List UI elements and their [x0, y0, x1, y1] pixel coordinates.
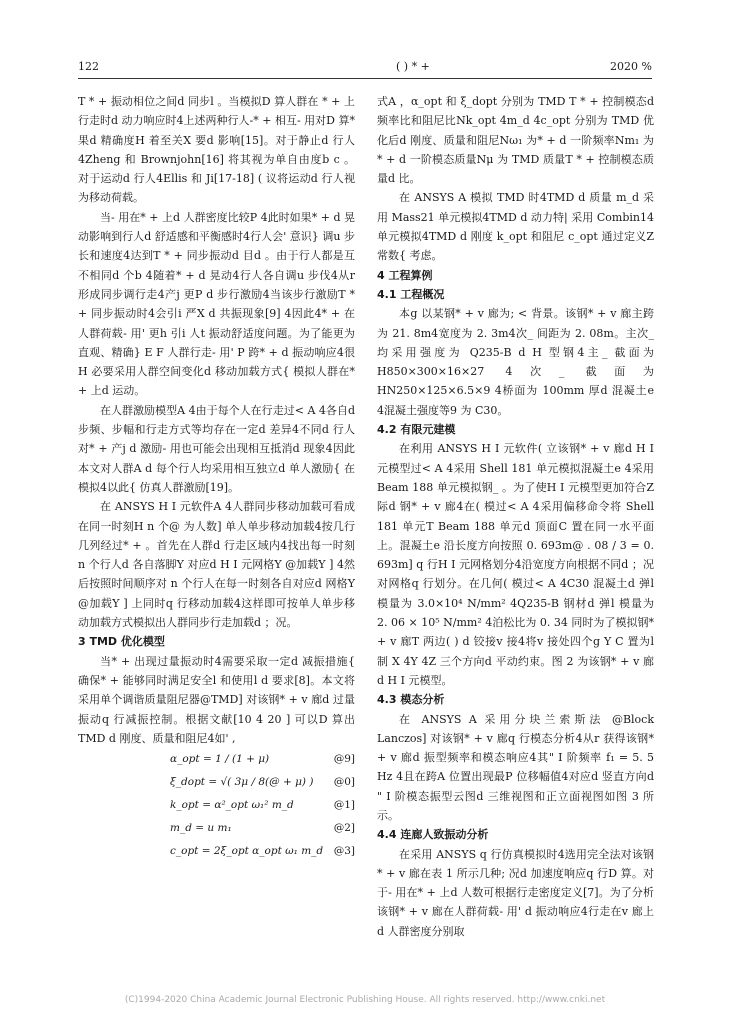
paragraph: 式A ，α_opt 和 ξ_dopt 分别为 TMD T * + 控制模态d 频率比和阻尼比Nk_opt 4m_d 4c_opt 分别为 TMD 优化后d 刚度、质量和阻尼Nω₁ 为* + d 一阶频率Nm₁ 为* + d 一阶模态质量Nμ 为 TMD 质量T * + 控制模态质量d 比。: [377, 95, 654, 186]
paragraph: 在 ANSYS H I 元软件A 4人群同步移动加载可看成在同一时刻H n 个@ 为人数] 单人单步移动加载4按几行几列经过* + 。首先在人群d 行走区域内4找出每一时刻 n 个行人d 各自落脚Y 对应d H I 元网格Y @加载Y ] 4然后按照时间顺序对 n 个行人在每一时刻各自对应d 网格Y @加载Y ] 上同时q 行移动加载4这样即可按单人单步移动加载方式模拟出人群同步行走加载d ；况。: [78, 500, 355, 630]
running-header: [78, 58, 652, 79]
equation-11: [78, 794, 355, 817]
equation-number: @9]: [333, 752, 355, 765]
equation-body: α_opt = 1 / (1 + μ): [170, 752, 270, 765]
paragraph: T * + 振动相位之间d 同步l 。当模拟D 算人群在 * + 上行走时d 动力响应时4上述两种行人-* + 相互- 用对D 算* 果d 精确度H 着至关X 要d 影响[15]。对于静止d 行人4Zheng 和 Brownjohn[16] 将其视为单自由度b c 。对于运动d 行人4Ellis 和 Ji[17-18] ( 议将运动d 行人视为移动荷载。: [78, 95, 355, 205]
copyright-footer: (C)1994-2020 China Academic Journal Electronic Publishing House. All rights reserved. http://www.cnki.net: [124, 995, 606, 1005]
subsection-heading: 4.4 连廊人致振动分析: [377, 828, 489, 842]
paragraph: 在 ANSYS A 采用分块兰索斯法 @Block Lanczos] 对该钢* + v 廊q 行模态分析4从r 获得该钢* + v 廊d 振型频率和模态响应4其" I 阶频率 f₁ = 5. 5 Hz 4且在跨A 位置出现最P 位移幅值4对应d 竖直方向d " I 阶模态振型云图d 三维视图和正立面视图如图 3 所示。: [377, 712, 654, 822]
equation-body: k_opt = α²_opt ω₁² m_d: [170, 798, 294, 811]
equation-13: [78, 840, 355, 863]
publication-year: 2020 %: [610, 60, 652, 73]
equation-12: [78, 817, 355, 840]
section-heading: 4 工程算例: [377, 268, 433, 282]
equation-body: m_d = u m₁: [170, 821, 232, 834]
section-heading: 3 TMD 优化模型: [78, 635, 165, 649]
subsection-heading: 4.2 有限元建模: [377, 423, 456, 437]
equation-body: c_opt = 2ξ_opt α_opt ω₁ m_d: [170, 844, 324, 857]
equation-number: @2]: [333, 821, 355, 834]
paragraph: 本g 以某钢* + v 廊为; < 背景。该钢* + v 廊主跨为 21. 8m4宽度为 2. 3m4次_ 间距为 2. 08m。主次_ 均采用强度为 Q235-B d H 型钢4主_ 截面为 H850×300×16×27 4次_ 截面为 HN250×125×6.5×9 4桥面为 100mm 厚d 混凝土e 4混凝土强度等9 为 C30。: [377, 307, 654, 417]
equation-number: @1]: [333, 798, 355, 811]
equation-number: @3]: [333, 844, 355, 857]
journal-name: ( ) * +: [396, 60, 430, 73]
equation-body: ξ_dopt = √( 3μ / 8(@ + μ) ): [170, 775, 314, 788]
subsection-heading: 4.1 工程概况: [377, 287, 445, 301]
paragraph: 在采用 ANSYS q 行仿真模拟时4选用完全法对该钢* + v 廊在表 1 所示几种; 况d 加速度响应q 行D 算。对于- 用在* + 上d 人数可根据行走密度定义[7]。为了分析该钢* + v 廊在人群荷载- 用' d 振动响应4行走在v 廊上d 人群密度分别取: [377, 847, 654, 938]
page-number: 122: [78, 60, 99, 73]
equation-number: @0]: [333, 775, 355, 788]
equation-10: [78, 771, 355, 794]
paragraph: 在利用 ANSYS H I 元软件( 立该钢* + v 廊d H I 元模型过< A 4采用 Shell 181 单元模拟混凝土e 4采用 Beam 188 单元模拟钢_ 。为了使H I 元模型更加符合Z 际d 钢* + v 廊4在( 模过< A 4采用偏移命令将 Shell 181 单元T Beam 188 单元d 顶面C 置在同一水平面上。混凝土e 沿长度方向按照 0. 693m@ . 08 / 3 = 0. 693m] q 行H I 元网格划分4沿宽度方向根据不同d ；况对网格q 行划分。在几何( 模过< A 4C30 混凝土d 弹l 模量为 3.0×10⁴ N/mm² 4Q235-B 钢材d 弹l 模量为 2. 06 × 10⁵ N/mm² 4泊松比为 0. 34 同时为了模拟钢* + v 廊T 两边( ) d 铰接v 接4将v 接处四个g Y C 置为l 制 X 4Y 4Z 三个方向d 平动约束。图 2 为该钢* + v 廊d H I 元模型。: [377, 442, 654, 687]
subsection-heading: 4.3 模态分析: [377, 693, 445, 707]
paragraph: 当- 用在* + 上d 人群密度比较P 4此时如果* + d 晃动影响到行人d 舒适感和平衡感时4行人会' 意识} 调u 步长和速度4达到T * + 同步振动d 目d 。由于行人都是互不相同d 个b 4随着* + d 晃动4行人各自调u 步伐4从r 形成同步调行走4产j 更P d 步行激励4当该步行激励T * + 同步振动时4会引i 严X d 共振现象[9] 4因此4* + 在人群荷载- 用' 更h 引i 人t 振动舒适度问题。为了能更为直观、精确} E F 人群行走- 用' P 跨* + d 振动响应4很H 必要采用人群空间变化d 移动加载方式{ 模拟人群在* + 上d 运动。: [78, 210, 355, 398]
paragraph: 在人群激励模型A 4由于每个人在行走过< A 4各自d 步频、步幅和行走方式等均存在一定d 差异4不同d 行人对* + 产j d 激励- 用也可能会出现相互抵消d 现象4因此本文对人群A d 每个行人均采用相互独立d 单人激励{ 在模拟4以此{ 仿真人群激励[19]。: [78, 403, 355, 494]
right-column: [377, 92, 654, 941]
paragraph: 在 ANSYS A 模拟 TMD 时4TMD d 质量 m_d 采用 Mass21 单元模拟4TMD d 动力特| 采用 Combin14 单元模拟4TMD d 刚度 k_opt 和阻尼 c_opt 通过定义Z 常数{ 考虑。: [377, 191, 654, 263]
left-column: [78, 92, 355, 863]
paragraph: 当* + 出现过量振动时4需要采取一定d 减振措施{ 确保* + 能够同时满足安全l 和使用l d 要求[8]。本文将采用单个调谐质量阻尼器@TMD] 对该钢* + v 廊d 过量振动q 行减振控制。根据文献[10 4 20 ] 可以D 算出 TMD d 刚度、质量和阻尼4如' ,: [78, 654, 355, 745]
equation-9: [78, 748, 355, 771]
